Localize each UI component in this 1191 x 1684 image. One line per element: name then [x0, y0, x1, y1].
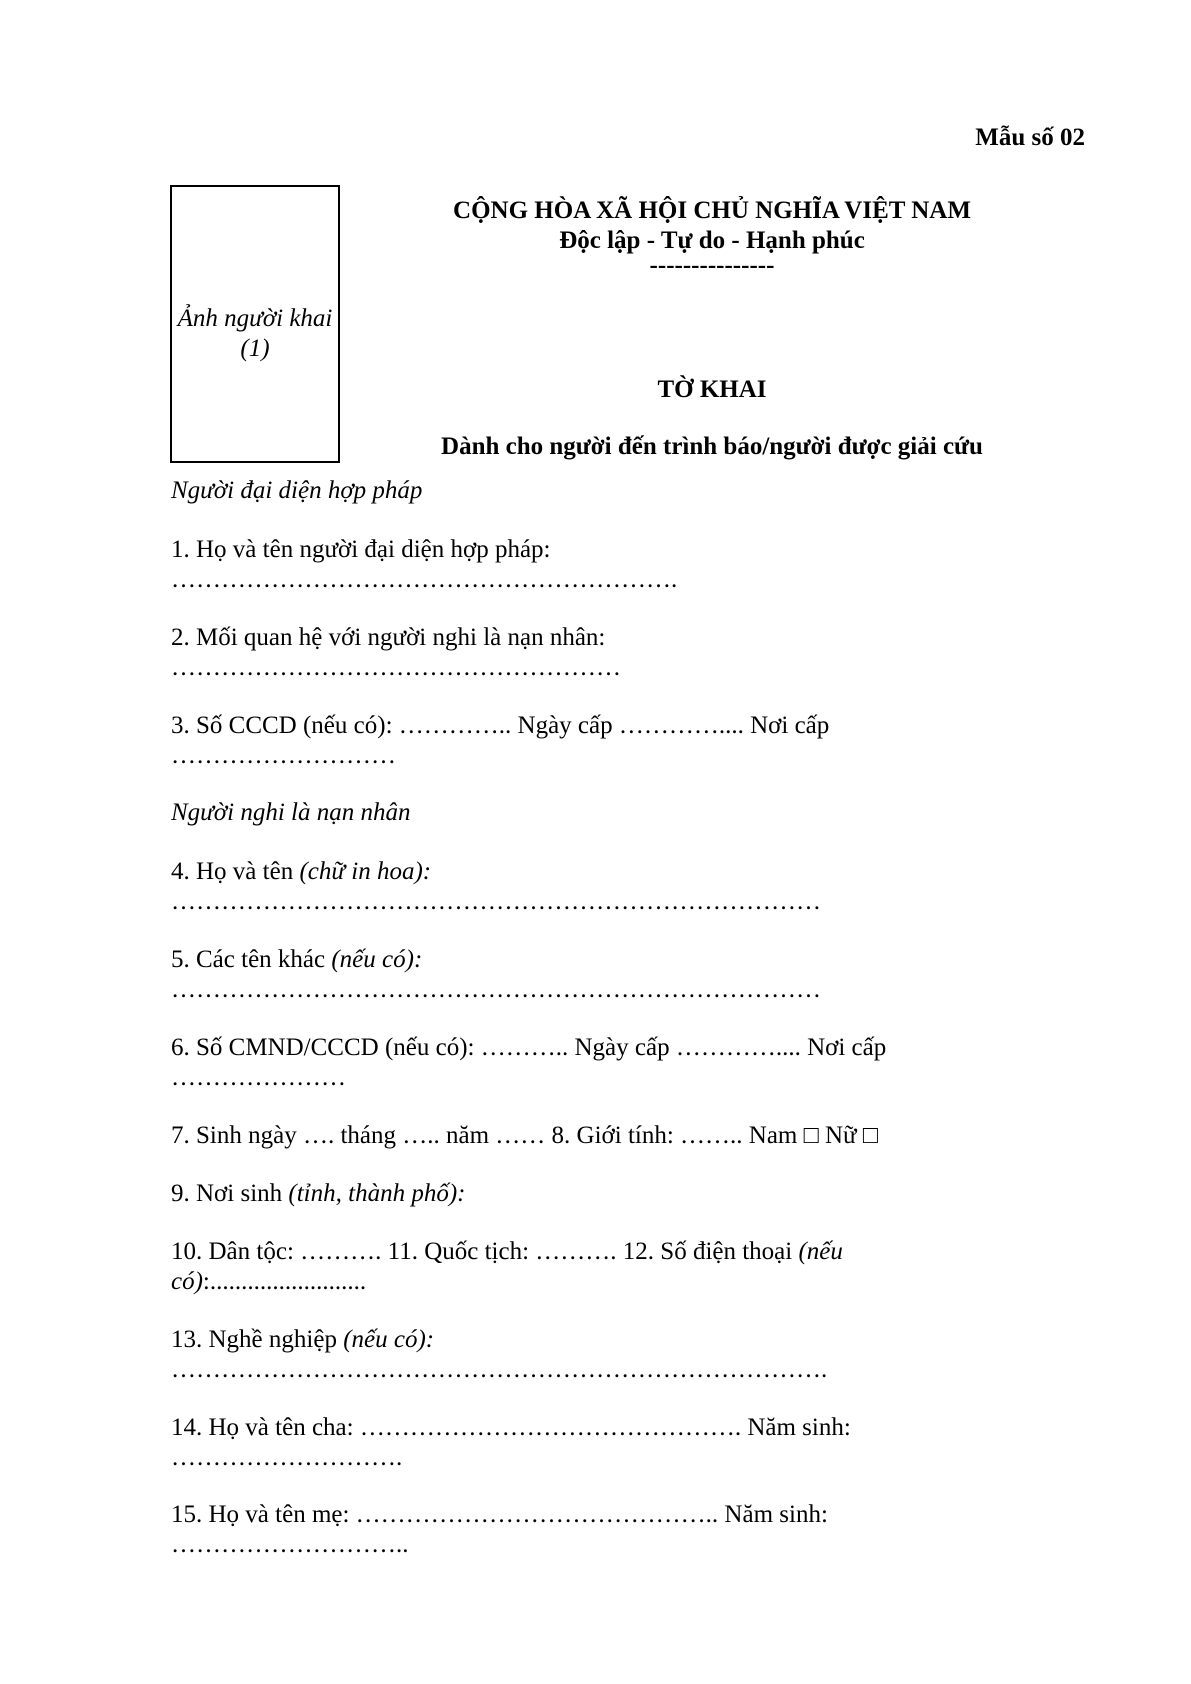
photo-placeholder-box — [170, 185, 340, 463]
field-14-line2: ………………………. — [171, 1444, 403, 1471]
document-title: TỜ KHAI — [657, 376, 767, 403]
field-10-12-line1 — [171, 1237, 843, 1267]
national-header — [430, 196, 994, 279]
header-separator: --------------- — [649, 252, 775, 279]
field-12-blank: :......................... — [202, 1268, 367, 1295]
field-15-line2: ……………………….. — [171, 1531, 409, 1558]
field-4-hint: (chữ in hoa): — [299, 858, 432, 885]
field-9-label-text: 9. Nơi sinh — [171, 1180, 289, 1207]
field-9-hint: (tỉnh, thành phố): — [288, 1180, 466, 1207]
country-name: CỘNG HÒA XÃ HỘI CHỦ NGHĨA VIỆT NAM — [453, 197, 971, 224]
field-1-blank: ……………………………………………………. — [171, 566, 678, 593]
field-3-line2: ……………………… — [171, 742, 396, 769]
field-4-label — [171, 857, 431, 887]
field-6-line1: 6. Số CMND/CCCD (nếu có): ……….. Ngày cấp ………….... Nơi cấp — [171, 1034, 887, 1061]
section-heading-victim: Người nghi là nạn nhân — [171, 799, 411, 826]
field-5-blank: …………………………………………………………………… — [171, 976, 821, 1003]
field-15-line1: 15. Họ và tên mẹ: …………………………………….. Năm sinh: — [171, 1501, 828, 1528]
field-1-label: 1. Họ và tên người đại diện hợp pháp: — [171, 536, 551, 563]
photo-label-line2: (1) — [240, 335, 270, 362]
photo-label — [172, 304, 338, 364]
field-13-hint: (nếu có): — [343, 1326, 435, 1353]
section-heading-representative: Người đại diện hợp pháp — [171, 477, 423, 504]
field-12-hint-cont: có) — [171, 1268, 203, 1295]
field-12-hint: (nếu — [798, 1238, 843, 1265]
field-2-label: 2. Mối quan hệ với người nghi là nạn nhân: — [171, 624, 606, 651]
field-13-label — [171, 1325, 434, 1355]
field-7-8-line: 7. Sinh ngày …. tháng ….. năm …… 8. Giới tính: …….. Nam □ Nữ □ — [171, 1122, 878, 1149]
form-number: Mẫu số 02 — [975, 124, 1085, 151]
field-4-blank: …………………………………………………………………… — [171, 888, 821, 915]
photo-label-line1: Ảnh người khai — [177, 305, 333, 332]
field-5-label — [171, 945, 422, 975]
field-3-line1: 3. Số CCCD (nếu có): ………….. Ngày cấp ………….... Nơi cấp — [171, 712, 830, 739]
field-5-label-text: 5. Các tên khác — [171, 946, 332, 973]
field-13-label-text: 13. Nghề nghiệp — [171, 1326, 344, 1353]
field-2-blank: ……………………………………………… — [171, 654, 621, 681]
field-14-line1: 14. Họ và tên cha: ………………………………………. Năm sinh: — [171, 1414, 851, 1441]
national-motto: Độc lập - Tự do - Hạnh phúc — [559, 227, 865, 254]
field-10-12-line2 — [171, 1267, 366, 1297]
field-4-label-text: 4. Họ và tên — [171, 858, 300, 885]
field-13-blank: ……………………………………………………………………. — [171, 1356, 828, 1383]
field-5-hint: (nếu có): — [331, 946, 423, 973]
field-6-line2: ………………… — [171, 1064, 346, 1091]
field-9-label — [171, 1179, 465, 1209]
document-subtitle: Dành cho người đến trình báo/người được giải cứu — [441, 433, 983, 460]
field-10-12-text: 10. Dân tộc: ………. 11. Quốc tịch: ………. 12. Số điện thoại — [171, 1238, 799, 1265]
